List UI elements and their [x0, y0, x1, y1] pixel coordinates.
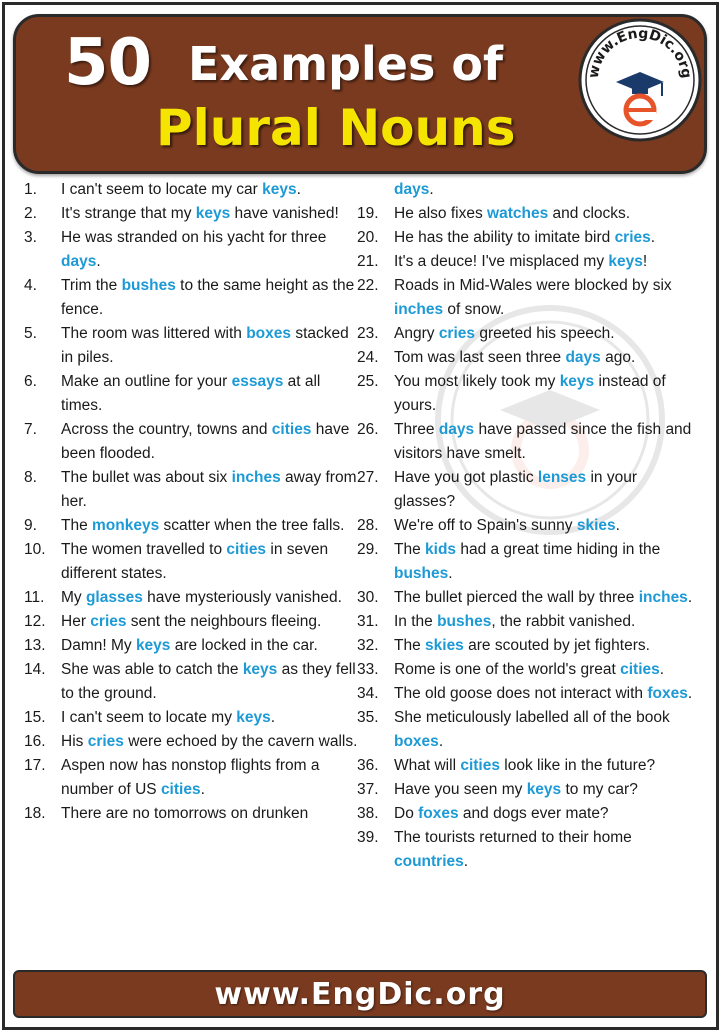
examples-column-right [357, 178, 697, 874]
list-item: 35. She meticulously labelled all of the book boxes. [357, 709, 670, 750]
list-item: 3. He was stranded on his yacht for three days. [24, 229, 327, 270]
list-item: 8. The bullet was about six inches away from her. [24, 469, 357, 510]
list-item: 36. What will cities look like in the future? [357, 757, 656, 774]
list-item: 27. Have you got plastic lenses in your glasses? [357, 469, 637, 510]
list-item: 29. The kids had a great time hiding in the bushes. [357, 541, 661, 582]
list-item: 31. In the bushes, the rabbit vanished. [357, 613, 636, 630]
examples-column-left [24, 178, 360, 826]
footer-url: www.EngDic.org [214, 976, 506, 1012]
list-item: 24. Tom was last seen three days ago. [357, 349, 636, 366]
list-item: 26. Three days have passed since the fish and visitors have smelt. [357, 421, 692, 462]
list-item: 11. My glasses have mysteriously vanished. [24, 589, 342, 606]
list-item: 13. Damn! My keys are locked in the car. [24, 637, 318, 654]
list-item: 33. Rome is one of the world's great cities. [357, 661, 665, 678]
list-item: 10. The women travelled to cities in seven different states. [24, 541, 329, 582]
list-item: 25. You most likely took my keys instead of yours. [357, 373, 666, 414]
list-item: 1. I can't seem to locate my car keys. [24, 181, 301, 198]
title-number: 50 [64, 26, 152, 100]
list-item: 22. Roads in Mid-Wales were blocked by six inches of snow. [357, 277, 672, 318]
title-line-2: Plural Nouns [156, 99, 516, 157]
list-item: 5. The room was littered with boxes stacked in piles. [24, 325, 349, 366]
list-item: 6. Make an outline for your essays at all times. [24, 373, 321, 414]
list-item: 19. He also fixes watches and clocks. [357, 205, 631, 222]
list-item: 32. The skies are scouted by jet fighters. [357, 637, 650, 654]
list-item: 39. The tourists returned to their home countries. [357, 829, 632, 870]
engdic-logo [576, 16, 704, 144]
list-item: 2. It's strange that my keys have vanished! [24, 205, 339, 222]
list-item: 37. Have you seen my keys to my car? [357, 781, 638, 798]
list-item: 9. The monkeys scatter when the tree falls. [24, 517, 345, 534]
list-item: 38. Do foxes and dogs ever mate? [357, 805, 609, 822]
title-line-1: Examples of [188, 37, 503, 91]
list-item: 4. Trim the bushes to the same height as the fence. [24, 277, 355, 318]
list-item: 23. Angry cries greeted his speech. [357, 325, 615, 342]
list-item: 14. She was able to catch the keys as they fell to the ground. [24, 661, 356, 702]
list-item: 34. The old goose does not interact with foxes. [357, 685, 693, 702]
logo-badge-icon [576, 16, 704, 144]
list-item: 20. He has the ability to imitate bird cries. [357, 229, 656, 246]
list-item: 12. Her cries sent the neighbours fleeing. [24, 613, 322, 630]
list-item: 30. The bullet pierced the wall by three inches. [357, 589, 693, 606]
list-item: 7. Across the country, towns and cities have been flooded. [24, 421, 350, 462]
list-item: 15. I can't seem to locate my keys. [24, 709, 276, 726]
logo-text: www.EngDic.org [585, 25, 695, 80]
list-item: 17. Aspen now has nonstop flights from a number of US cities. [24, 757, 320, 798]
list-item-continuation: days. [394, 181, 434, 198]
footer-banner [13, 970, 707, 1018]
list-item: 18. There are no tomorrows on drunken [24, 805, 309, 822]
list-item: 16. His cries were echoed by the cavern walls. [24, 733, 358, 750]
list-item: 21. It's a deuce! I've misplaced my keys! [357, 253, 648, 270]
list-item: 28. We're off to Spain's sunny skies. [357, 517, 620, 534]
